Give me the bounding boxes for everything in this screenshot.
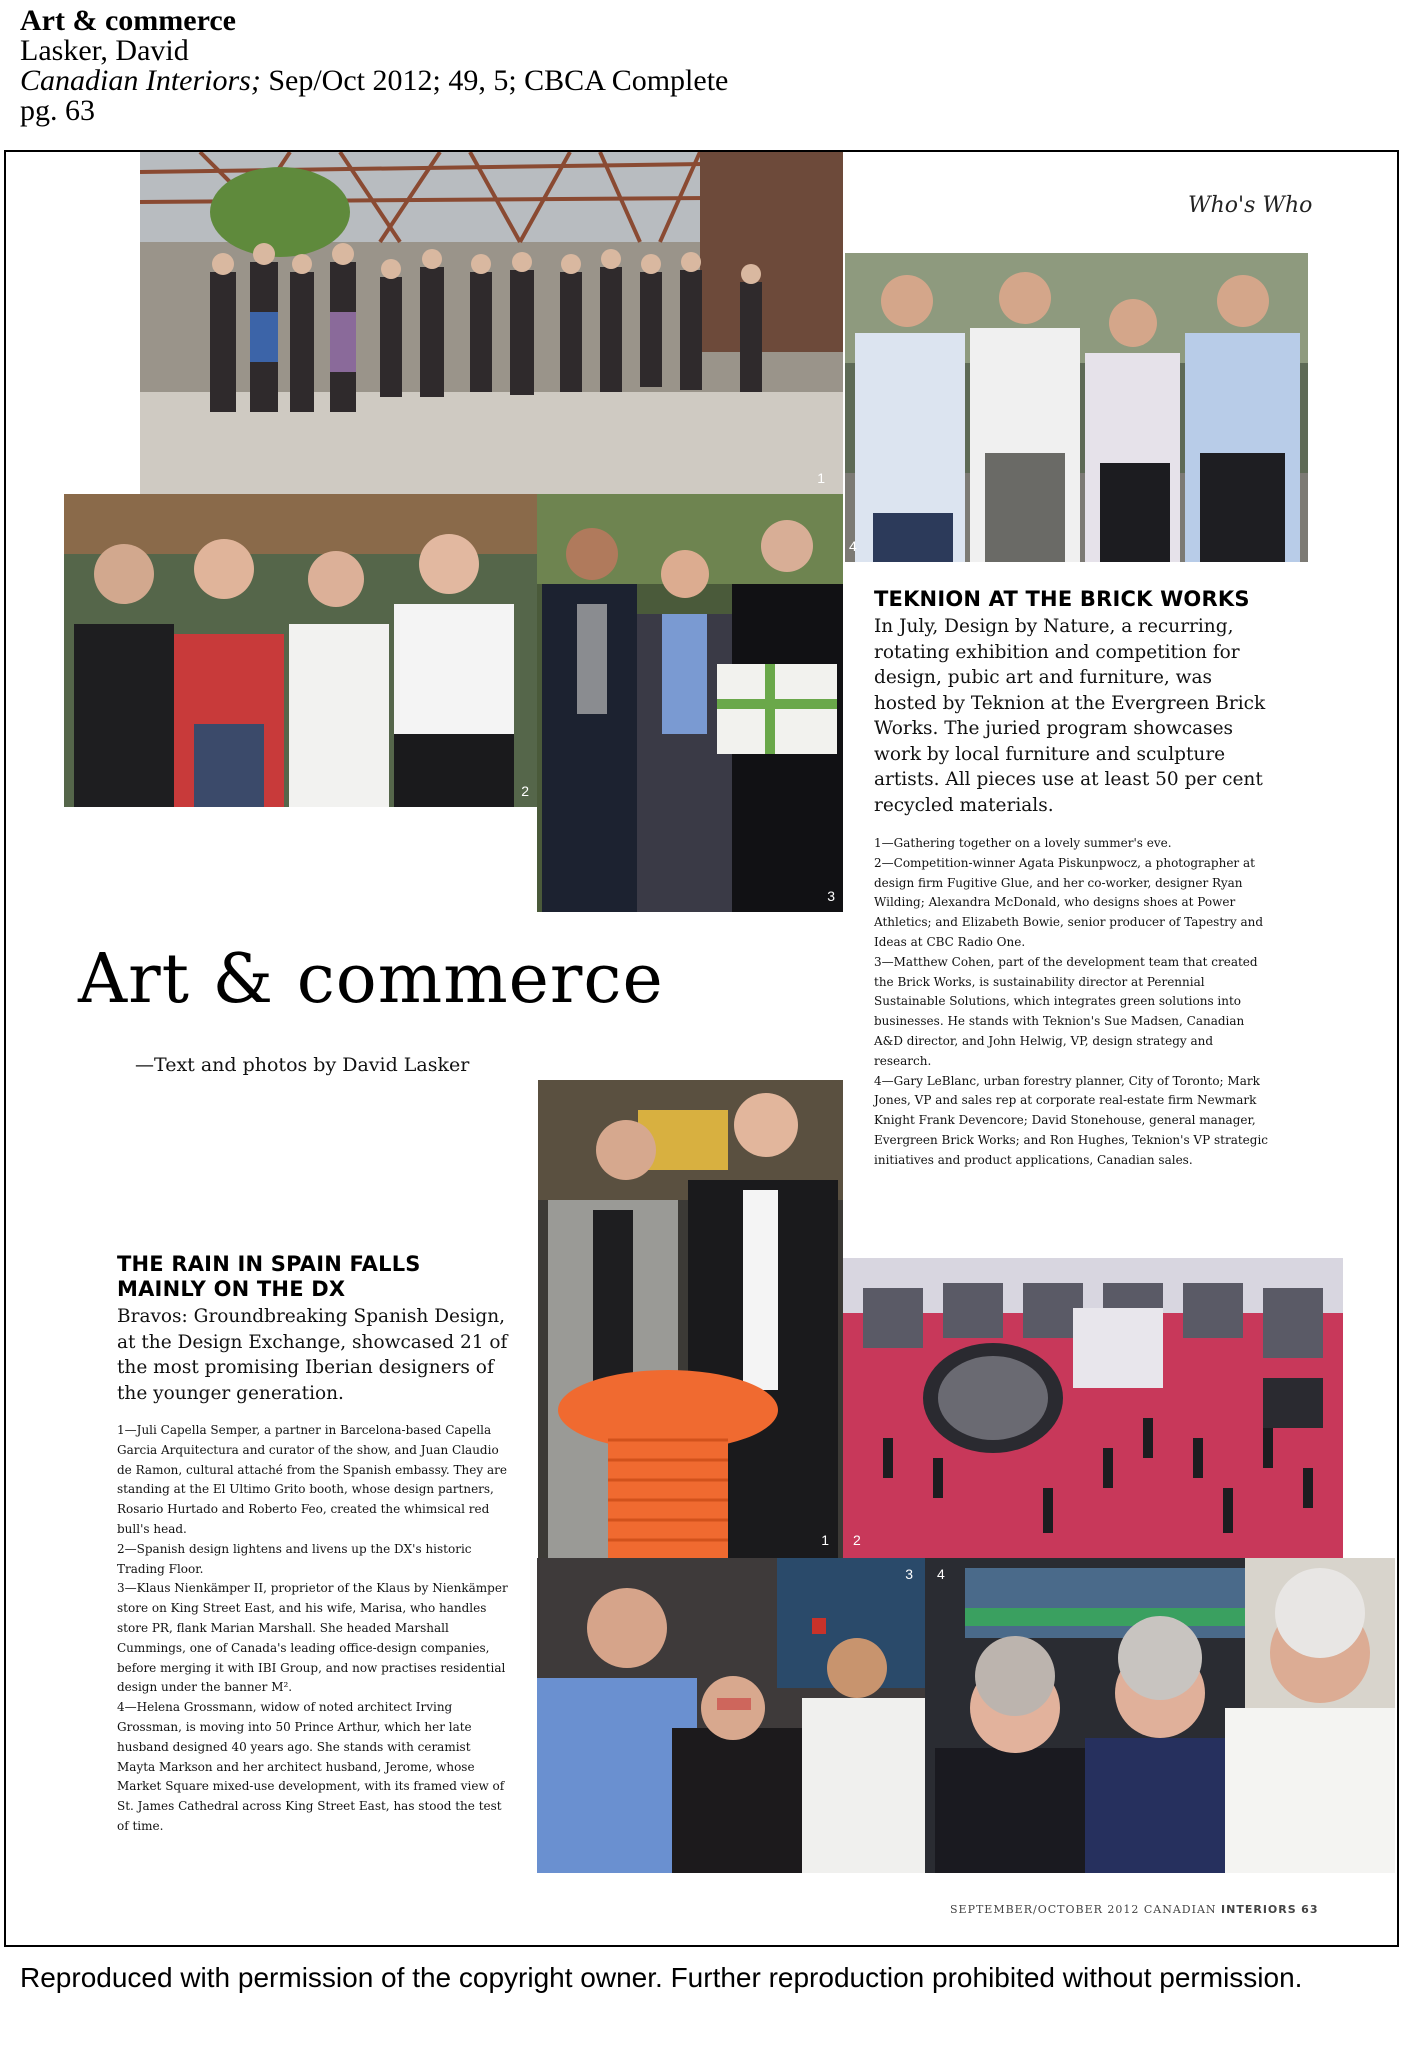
photo-number: 4: [849, 538, 857, 554]
byline: —Text and photos by David Lasker: [135, 1054, 470, 1076]
photo-number: 2: [521, 783, 529, 799]
photo-number: 1: [817, 470, 825, 486]
photo-number: 2: [853, 1532, 861, 1548]
section-label: Who's Who: [1188, 193, 1313, 218]
dx-caption-2: 2—Spanish design lightens and livens up the DX's historic Trading Floor.: [117, 1541, 472, 1576]
citation-author: Lasker, David: [20, 34, 189, 67]
folio-date: SEPTEMBER/OCTOBER 2012 CANADIAN: [950, 1903, 1217, 1916]
photo-teknion-gift: [537, 494, 843, 912]
photo-grossmann: [925, 1558, 1395, 1873]
citation-page: pg. 63: [20, 94, 95, 127]
teknion-caption-2: 2—Competition-winner Agata Piskunpwocz, a photographer at design firm Fugitive Glue, and her co-worker, designer Ryan Wilding; Alexandra McDonald, who designs shoes at Power Athletics; and Elizabeth Bowie, senior producer of Tapestry and Ideas at CBC Radio One.: [874, 855, 1264, 949]
article-title: Art & commerce: [78, 940, 664, 1019]
dx-heading: [117, 1252, 497, 1302]
photo-red-bull: [538, 1080, 843, 1558]
teknion-caption-3: 3—Matthew Cohen, part of the development team that created the Brick Works, is sustainability director at Perennial Sustainable Solutions, which integrates green solutions into businesses. He stands with Teknion's Sue Madsen, Canadian A&D director, and John Helwig, VP, design strategy and research.: [874, 954, 1258, 1068]
citation-journal: Canadian Interiors;: [20, 64, 261, 97]
citation-title: Art & commerce: [20, 4, 236, 37]
photo-four-men: [845, 253, 1308, 562]
permission-notice: Reproduced with permission of the copyright owner. Further reproduction prohibited without permission.: [20, 1962, 1303, 1993]
photo-number: 3: [905, 1566, 913, 1582]
folio-page: 63: [1301, 1903, 1319, 1916]
photo-trading-floor: [843, 1258, 1343, 1558]
photo-number: 3: [827, 888, 835, 904]
dx-intro: Bravos: Groundbreaking Spanish Design, at the Design Exchange, showcased 21 of the most promising Iberian designers of the younger generation.: [117, 1306, 508, 1404]
dx-heading-line-1: THE RAIN IN SPAIN FALLS: [117, 1252, 421, 1276]
citation-block: [20, 6, 920, 126]
teknion-caption-4: 4—Gary LeBlanc, urban forestry planner, City of Toronto; Mark Jones, VP and sales rep at corporate real-estate firm Newmark Knight Frank Devencore; David Stonehouse, general manager, Evergreen Brick Works; and Ron Hughes, Teknion's VP strategic initiatives and product applications, Canadian sales.: [874, 1073, 1269, 1167]
photo-number: 4: [937, 1566, 945, 1582]
teknion-captions: [874, 834, 1274, 1171]
dx-caption-1: 1—Juli Capella Semper, a partner in Barcelona-based Capella Garcia Arquitectura and curator of the show, and Juan Claudio de Ramon, cultural attaché from the Spanish embassy. They are standing at the El Ultimo Grito booth, whose design partners, Rosario Hurtado and Roberto Feo, created the whimsical red bull's head.: [117, 1423, 507, 1536]
photo-brickworks-crowd: [140, 152, 843, 494]
photo-number: 1: [821, 1532, 829, 1548]
citation-issue: Sep/Oct 2012; 49, 5; CBCA Complete: [268, 64, 729, 97]
dx-captions: [117, 1421, 512, 1837]
folio-magazine: INTERIORS: [1221, 1903, 1297, 1916]
citation-source: [20, 66, 920, 96]
page-folio: [950, 1903, 1318, 1916]
photo-competition-winners: [64, 494, 537, 807]
teknion-caption-1: 1—Gathering together on a lovely summer's eve.: [874, 836, 1172, 850]
photo-nienkamper: [537, 1558, 925, 1873]
dx-heading-line-2: MAINLY ON THE DX: [117, 1277, 346, 1301]
teknion-heading: TEKNION AT THE BRICK WORKS: [874, 587, 1250, 611]
dx-caption-4: 4—Helena Grossmann, widow of noted architect Irving Grossman, is moving into 50 Prince Arthur, which her late husband designed 40 years ago. She stands with ceramist Mayta Markson and her architect husband, Jerome, whose Market Square mixed-use development, with its framed view of St. James Cathedral across King Street East, has stood the test of time.: [117, 1700, 505, 1833]
teknion-intro: In July, Design by Nature, a recurring, rotating exhibition and competition for design, pubic art and furniture, was hosted by Teknion at the Evergreen Brick Works. The juried program showcases work by local furniture and sculpture artists. All pieces use at least 50 per cent recycled materials.: [874, 616, 1266, 816]
dx-caption-3: 3—Klaus Nienkämper II, proprietor of the Klaus by Nienkämper store on King Street East, and his wife, Marisa, who handles store PR, flank Marian Marshall. She headed Marshall Cummings, one of Canada's leading office-design companies, before merging it with IBI Group, and now practises residential design under the banner M².: [117, 1581, 508, 1695]
